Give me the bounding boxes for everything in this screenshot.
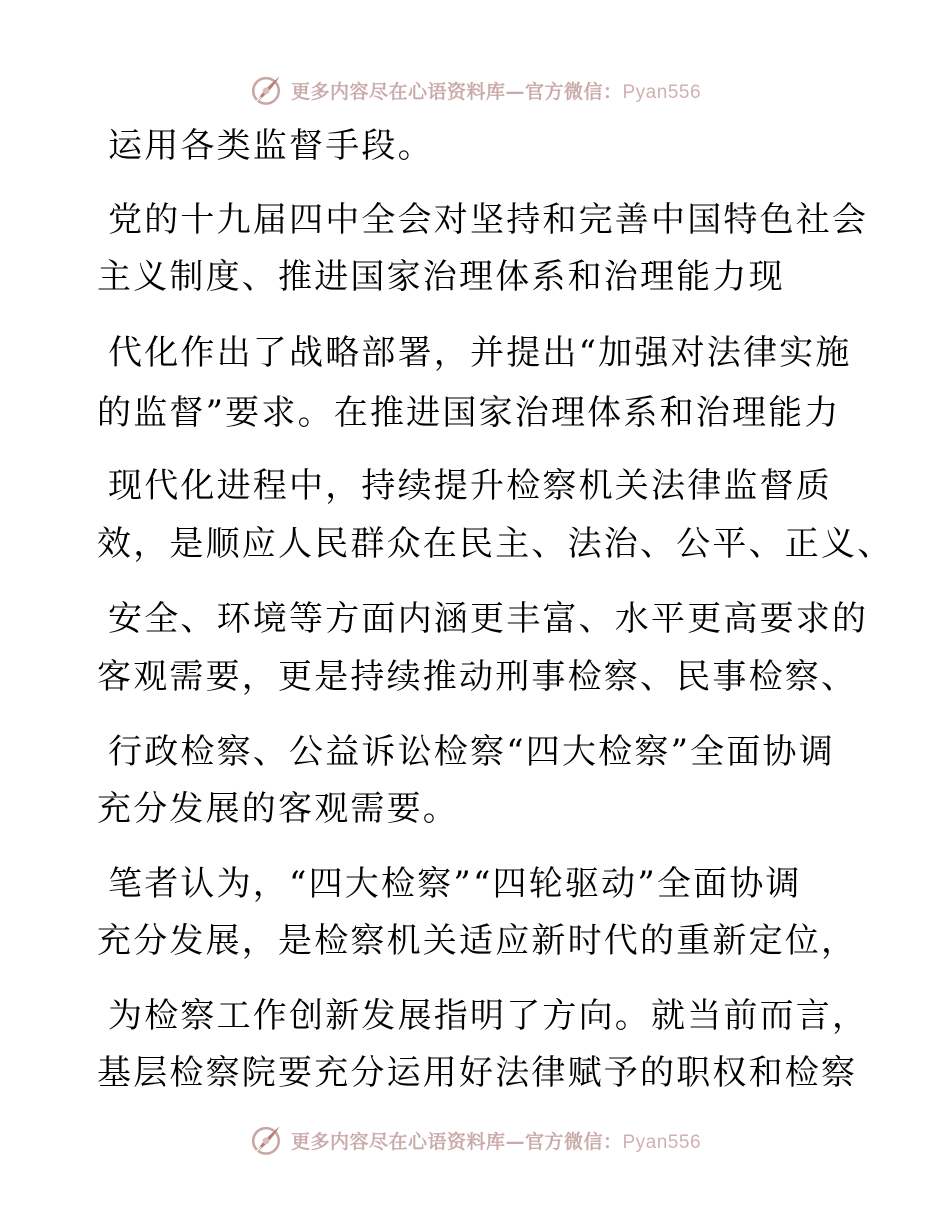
text-line: 充分发展的客观需要。 (97, 789, 459, 829)
watermark-text: 更多内容尽在心语资料库—官方微信：Pyan556 (290, 1130, 702, 1153)
header-watermark (0, 68, 950, 112)
text-line: 笔者认为，“四大检察”“四轮驱动”全面协调 (108, 864, 802, 904)
footer-watermark (0, 1118, 950, 1162)
text-line: 基层检察院要充分运用好法律赋予的职权和检察 (97, 1053, 858, 1093)
text-line: 安全、环境等方面内涵更丰富、水平更高要求的 (108, 599, 869, 639)
text-line: 为检察工作创新发展指明了方向。就当前而言， (108, 996, 869, 1036)
quill-logo-icon (249, 1123, 283, 1157)
text-line: 效，是顺应人民群众在民主、法治、公平、正义、 (97, 524, 894, 564)
text-line: 充分发展，是检察机关适应新时代的重新定位， (97, 921, 858, 961)
text-line: 运用各类监督手段。 (108, 126, 434, 166)
quill-logo-icon (249, 73, 283, 107)
text-line: 代化作出了战略部署，并提出“加强对法律实施 (108, 333, 852, 373)
text-line: 现代化进程中，持续提升检察机关法律监督质 (108, 466, 832, 506)
text-line: 客观需要，更是持续推动刑事检察、民事检察、 (97, 657, 858, 697)
text-line: 党的十九届四中全会对坚持和完善中国特色社会 (108, 200, 869, 240)
text-line: 的监督”要求。在推进国家治理体系和治理能力 (97, 393, 841, 433)
text-line: 主义制度、推进国家治理体系和治理能力现 (97, 257, 785, 297)
text-line: 行政检察、公益诉讼检察“四大检察”全面协调 (108, 732, 835, 772)
watermark-text: 更多内容尽在心语资料库—官方微信：Pyan556 (290, 80, 702, 103)
